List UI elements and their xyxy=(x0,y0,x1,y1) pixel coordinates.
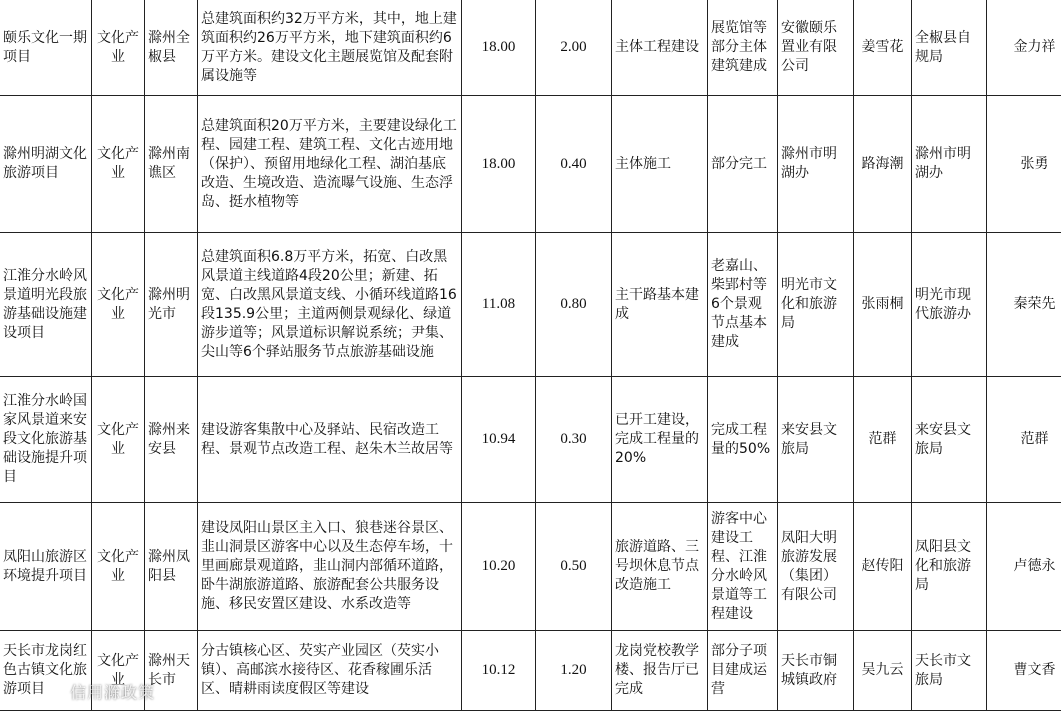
industry-cell: 文化产业 xyxy=(92,96,145,233)
table-row xyxy=(0,377,1061,503)
owner-cell: 安徽颐乐置业有限公司 xyxy=(778,0,854,96)
owner-cell: 来安县文旅局 xyxy=(778,377,854,503)
annual-investment-cell: 1.20 xyxy=(536,631,612,711)
supervisor-cell: 全椒县自规局 xyxy=(912,0,987,96)
project-name-cell: 凤阳山旅游区环境提升项目 xyxy=(0,503,92,631)
supervisor-contact-cell: 卢德永 xyxy=(987,503,1061,631)
table-row xyxy=(0,96,1061,233)
progress-cell: 主体工程建设 xyxy=(612,0,708,96)
content-cell: 总建筑面积20万平方米，主要建设绿化工程、园建工程、建筑工程、文化古迹用地（保护）、预留用地绿化工程、湖泊基底改造、生境改造、造流曝气设施、生态浮岛、挺水植物等 xyxy=(198,96,462,233)
industry-cell: 文化产业 xyxy=(92,377,145,503)
industry-cell: 文化产业 xyxy=(92,503,145,631)
location-cell: 滁州明光市 xyxy=(145,233,198,377)
content-cell: 分古镇核心区、芡实产业园区（芡实小镇）、高邮滨水接待区、花香稼圃乐活区、晴耕雨读度假区等建设 xyxy=(198,631,462,711)
annual-investment-cell: 2.00 xyxy=(536,0,612,96)
supervisor-cell: 滁州市明湖办 xyxy=(912,96,987,233)
owner-contact-cell: 吴九云 xyxy=(854,631,912,711)
progress-cell: 旅游道路、三号坝休息节点改造施工 xyxy=(612,503,708,631)
location-cell: 滁州凤阳县 xyxy=(145,503,198,631)
content-cell: 总建筑面积6.8万平方米，拓宽、白改黑风景道主线道路4段20公里；新建、拓宽、白改黑风景道支线、小循环线道路16段135.9公里；主道两侧景观绿化、绿道游步道等；风景道标识解说系统；尹集、尖山等6个驿站服务节点旅游基础设施 xyxy=(198,233,462,377)
table-row xyxy=(0,233,1061,377)
industry-cell: 文化产业 xyxy=(92,0,145,96)
table-row xyxy=(0,503,1061,631)
supervisor-cell: 凤阳县文化和旅游局 xyxy=(912,503,987,631)
project-name-cell: 颐乐文化一期项目 xyxy=(0,0,92,96)
project-name-cell: 江淮分水岭国家风景道来安段文化旅游基础设施提升项目 xyxy=(0,377,92,503)
goal-cell: 展览馆等部分主体建筑建成 xyxy=(708,0,778,96)
supervisor-cell: 来安县文旅局 xyxy=(912,377,987,503)
location-cell: 滁州来安县 xyxy=(145,377,198,503)
progress-cell: 主干路基本建成 xyxy=(612,233,708,377)
annual-investment-cell: 0.50 xyxy=(536,503,612,631)
goal-cell: 部分完工 xyxy=(708,96,778,233)
owner-contact-cell: 姜雪花 xyxy=(854,0,912,96)
annual-investment-cell: 0.40 xyxy=(536,96,612,233)
content-cell: 总建筑面积约32万平方米，其中，地上建筑面积约26万平方米，地下建筑面积约6万平方米。建设文化主题展览馆及配套附属设施等 xyxy=(198,0,462,96)
total-investment-cell: 10.94 xyxy=(462,377,536,503)
location-cell: 滁州全椒县 xyxy=(145,0,198,96)
total-investment-cell: 11.08 xyxy=(462,233,536,377)
total-investment-cell: 18.00 xyxy=(462,96,536,233)
annual-investment-cell: 0.30 xyxy=(536,377,612,503)
industry-cell: 文化产业 xyxy=(92,233,145,377)
owner-contact-cell: 张雨桐 xyxy=(854,233,912,377)
progress-cell: 主体施工 xyxy=(612,96,708,233)
location-cell: 滁州天长市 xyxy=(145,631,198,711)
owner-cell: 明光市文化和旅游局 xyxy=(778,233,854,377)
annual-investment-cell: 0.80 xyxy=(536,233,612,377)
supervisor-contact-cell: 张勇 xyxy=(987,96,1061,233)
total-investment-cell: 18.00 xyxy=(462,0,536,96)
owner-cell: 天长市铜城镇政府 xyxy=(778,631,854,711)
owner-cell: 滁州市明湖办 xyxy=(778,96,854,233)
goal-cell: 老嘉山、柴郢村等6个景观节点基本建成 xyxy=(708,233,778,377)
location-cell: 滁州南谯区 xyxy=(145,96,198,233)
project-name-cell: 滁州明湖文化旅游项目 xyxy=(0,96,92,233)
content-cell: 建设游客集散中心及驿站、民宿改造工程、景观节点改造工程、赵朱木兰故居等 xyxy=(198,377,462,503)
table-row xyxy=(0,0,1061,96)
owner-cell: 凤阳大明旅游发展（集团）有限公司 xyxy=(778,503,854,631)
project-name-cell: 江淮分水岭风景道明光段旅游基础设施建设项目 xyxy=(0,233,92,377)
industry-cell: 文化产业 xyxy=(92,631,145,711)
total-investment-cell: 10.20 xyxy=(462,503,536,631)
watermark: 信用滁政策 xyxy=(70,680,155,703)
project-name-cell: 天长市龙岗红色古镇文化旅游项目 xyxy=(0,631,92,711)
supervisor-contact-cell: 金力祥 xyxy=(987,0,1061,96)
goal-cell: 游客中心建设工程、江淮分水岭风景道等工程建设 xyxy=(708,503,778,631)
owner-contact-cell: 范群 xyxy=(854,377,912,503)
owner-contact-cell: 路海潮 xyxy=(854,96,912,233)
owner-contact-cell: 赵传阳 xyxy=(854,503,912,631)
supervisor-contact-cell: 曹文香 xyxy=(987,631,1061,711)
supervisor-cell: 明光市现代旅游办 xyxy=(912,233,987,377)
table-row xyxy=(0,631,1061,711)
goal-cell: 部分子项目建成运营 xyxy=(708,631,778,711)
total-investment-cell: 10.12 xyxy=(462,631,536,711)
progress-cell: 已开工建设，完成工程量的20% xyxy=(612,377,708,503)
progress-cell: 龙岗党校教学楼、报告厅已完成 xyxy=(612,631,708,711)
supervisor-cell: 天长市文旅局 xyxy=(912,631,987,711)
goal-cell: 完成工程量的50% xyxy=(708,377,778,503)
content-cell: 建设凤阳山景区主入口、狼巷迷谷景区、韭山洞景区游客中心以及生态停车场，十里画廊景观道路，韭山洞内部循环道路，卧牛湖旅游道路、旅游配套公共服务设施、移民安置区建设、水系改造等 xyxy=(198,503,462,631)
supervisor-contact-cell: 范群 xyxy=(987,377,1061,503)
supervisor-contact-cell: 秦荣先 xyxy=(987,233,1061,377)
